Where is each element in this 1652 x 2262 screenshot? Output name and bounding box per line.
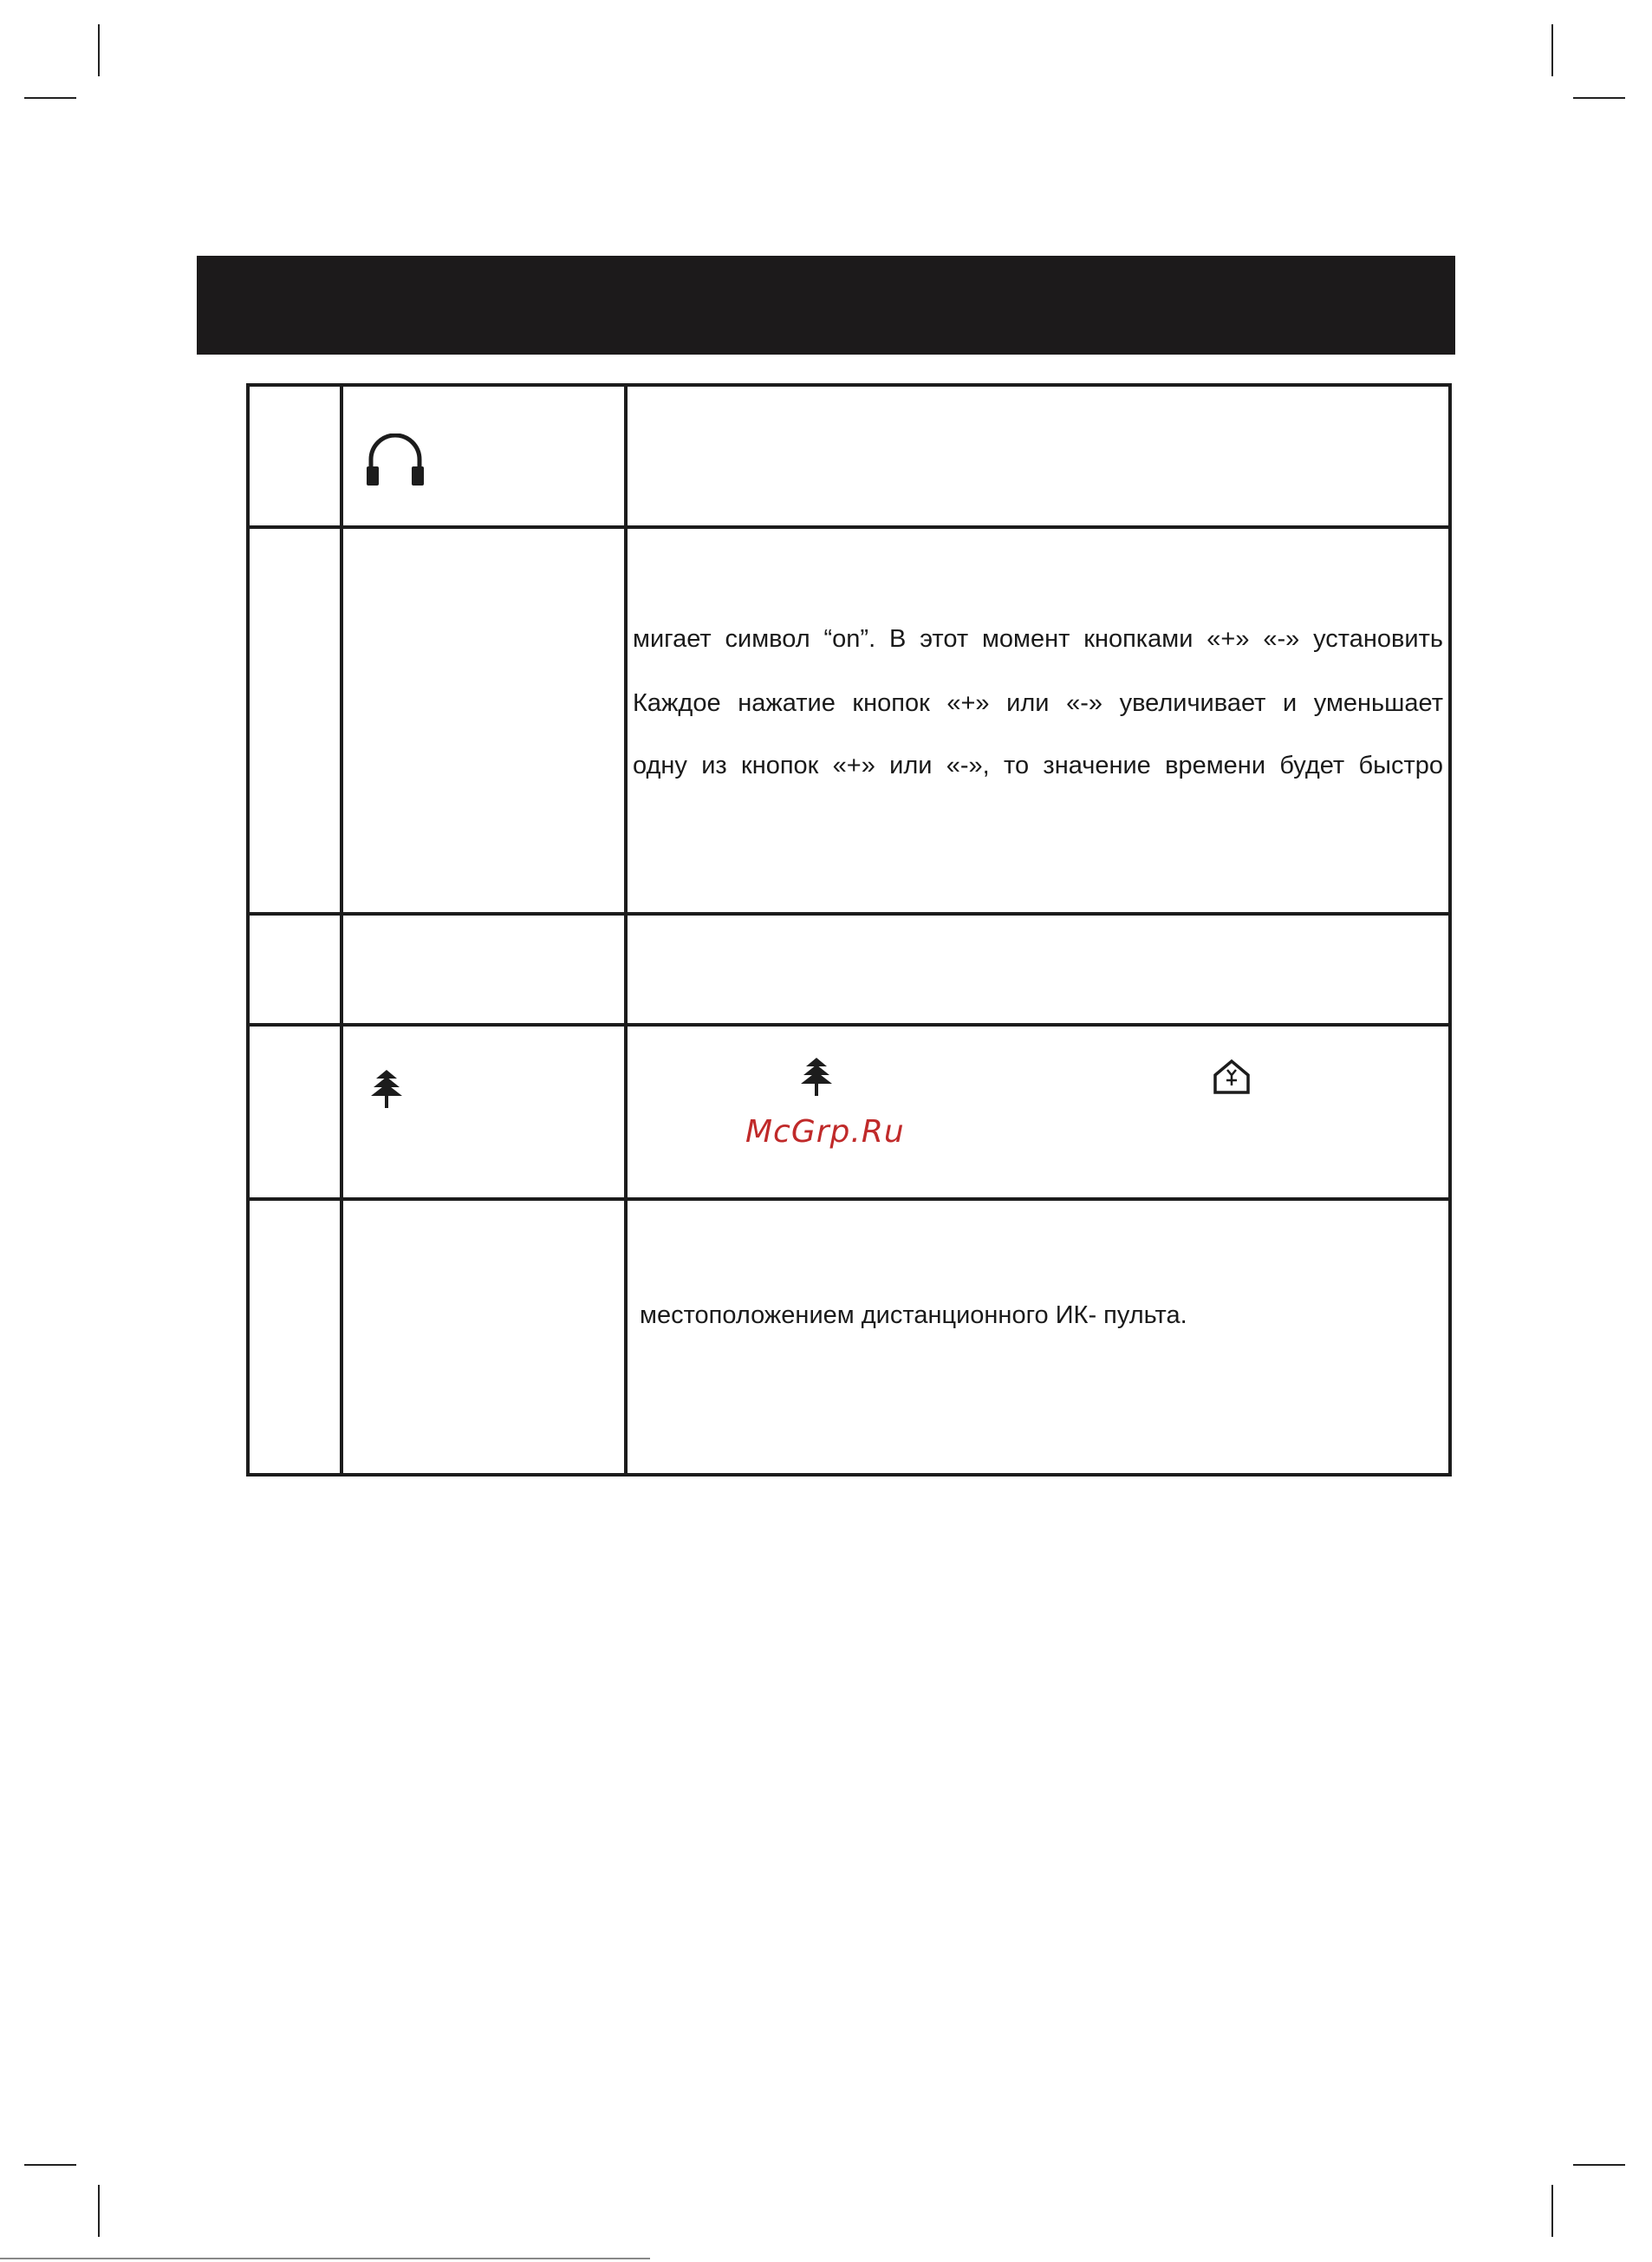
row-5-text-line-1: местоположением дистанционного ИК- пульта. [640,1301,1187,1329]
crop-mark-bottom-right-vertical [1551,2185,1553,2237]
watermark: McGrp.Ru [745,1114,905,1150]
outdoor-tree-icon [369,1068,404,1110]
column-divider-2 [624,387,628,1473]
row-divider-3 [250,1023,1448,1027]
row-divider-2 [250,912,1448,916]
crop-mark-bottom-left-vertical [98,2185,100,2237]
bottom-trim-line [0,2258,650,2259]
row-2-text-line-1: мигает символ “on”. В этот момент кнопками «+» «-» установить [633,625,1443,653]
row-2-text-line-2: Каждое нажатие кнопок «+» или «-» увеличивает и уменьшает [633,689,1443,717]
column-divider-1 [340,387,343,1473]
crop-mark-top-right-horizontal [1573,97,1625,99]
crop-mark-top-left-vertical [98,24,100,76]
crop-mark-bottom-right-horizontal [1573,2164,1625,2166]
indoor-house-icon [1212,1058,1252,1096]
crop-mark-bottom-left-horizontal [24,2164,76,2166]
headphones-icon [364,433,426,489]
crop-mark-top-left-horizontal [24,97,76,99]
row-divider-4 [250,1197,1448,1201]
row-2-text-line-3: одну из кнопок «+» или «-», то значение времени будет быстро [633,752,1443,779]
row-divider-1 [250,525,1448,529]
outdoor-tree-icon-inline [799,1056,834,1098]
section-header-bar [197,256,1455,355]
crop-mark-top-right-vertical [1551,24,1553,76]
